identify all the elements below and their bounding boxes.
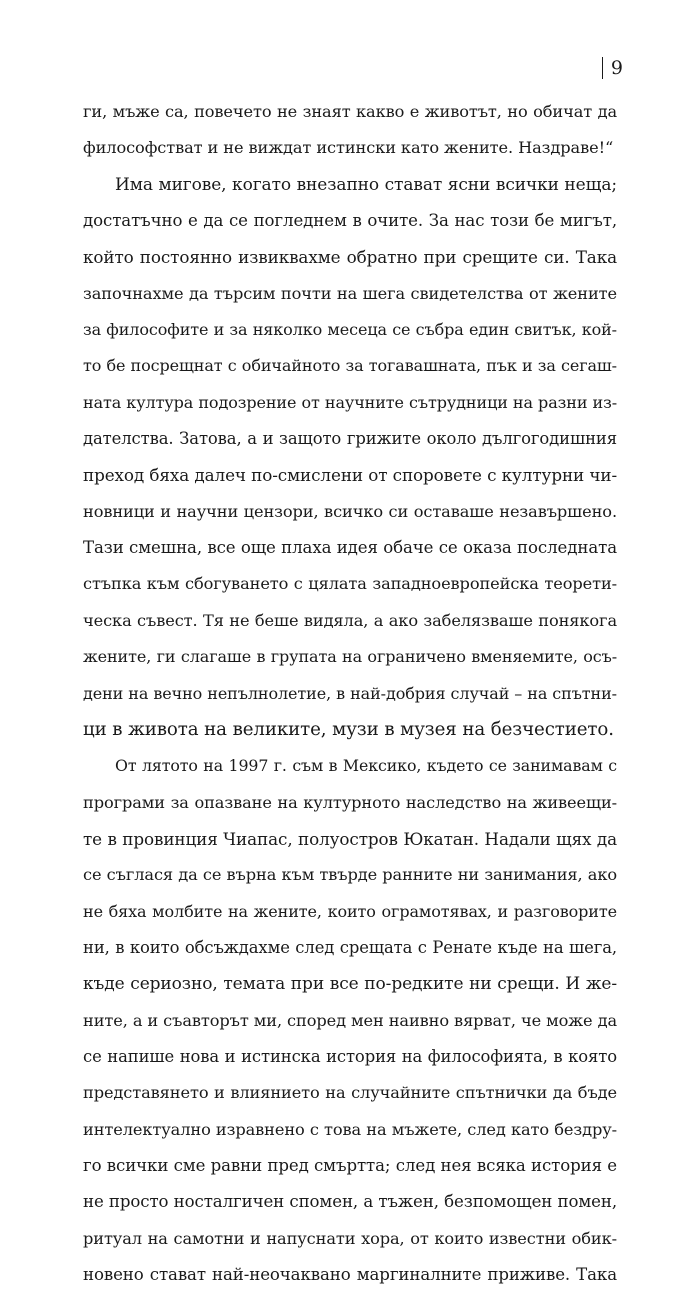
text-line: се съглася да се върна към твърде ранните ни занимания, ако	[83, 865, 617, 885]
text-line: не бяха молбите на жените, които ограмотявах, и разговорите	[83, 901, 617, 921]
text-line: къде сериозно, темата при все по-редките ни срещи. И же-	[83, 974, 617, 995]
text-line: ните, а и съавторът ми, според мен наивно вярват, че може да	[83, 1010, 617, 1030]
text-line: ритуал на самотни и напуснати хора, от които известни обик-	[83, 1228, 617, 1248]
text-line: достатъчно е да се погледнем в очите. За нас този бе мигът,	[83, 211, 617, 231]
text-line: ни, в които обсъждахме след срещата с Ренате къде на шега,	[83, 937, 617, 957]
text-line: новено стават най-неочаквано маргиналните приживе. Така	[83, 1265, 617, 1284]
text-line: те в провинция Чиапас, полуостров Юкатан. Надали щях да	[83, 828, 617, 849]
text-line: ги, мъже са, повечето не знаят какво е животът, но обичат да	[83, 102, 617, 121]
text-line: програми за опазване на културното наследство на живеещи-	[83, 792, 617, 812]
text-line: философстват и не виждат истински като жените. Наздраве!“	[83, 138, 614, 158]
text-line: ческа съвест. Тя не беше видяла, а ако забелязваше понякога	[83, 610, 617, 630]
text-line: преход бяха далеч по-смислени от споровете с културни чи-	[83, 465, 618, 486]
text-line: ната култура подозрение от научните сътрудници на разни из-	[83, 392, 617, 412]
text-line: интелектуално изравнено с това на мъжете, след като бездру-	[83, 1119, 617, 1139]
text-line: Тази смешна, все още плаха идея обаче се оказа последната	[83, 538, 617, 558]
text-line: дателства. Затова, а и защото грижите около дългогодишния	[83, 429, 617, 449]
text-line: стъпка към сбогуването с цялата западноевропейска теорети-	[83, 574, 617, 594]
text-line: за философите и за няколко месеца се събра един свитък, кой-	[83, 320, 617, 340]
text-line: новници и научни цензори, всичко си оставаше незавършено.	[83, 501, 617, 521]
text-line: започнахме да търсим почти на шега свидетелства от жените	[83, 283, 617, 303]
text-line: не просто носталгичен спомен, а тъжен, безпомощен помен,	[83, 1192, 617, 1212]
text-line: ци в живота на великите, музи в музея на безчестието.	[83, 718, 614, 740]
body-text	[83, 94, 617, 1293]
text-line: то бе посрещнат с обичайното за тогавашната, пък и за сегаш-	[83, 356, 617, 376]
text-line: който постоянно извиквахме обратно при срещите си. Така	[83, 247, 617, 268]
page-number-value: 9	[610, 57, 623, 79]
text-line: представянето и влиянието на случайните спътнички да бъде	[83, 1083, 617, 1103]
text-line: жените, ги слагаше в групата на ограничено вменяемите, осъ-	[83, 647, 617, 667]
page-number-divider	[602, 57, 603, 79]
text-line: дени на вечно непълнолетие, в най-добрия случай – на спътни-	[83, 683, 617, 703]
text-line: Има мигове, когато внезапно стават ясни всички неща;	[115, 174, 617, 195]
page-number	[602, 56, 623, 80]
text-line: От лятото на 1997 г. съм в Мексико, където се занимавам с	[115, 756, 617, 776]
text-line: се напише нова и истинска история на философията, в която	[83, 1046, 617, 1066]
text-line: го всички сме равни пред смъртта; след нея всяка история е	[83, 1155, 617, 1175]
